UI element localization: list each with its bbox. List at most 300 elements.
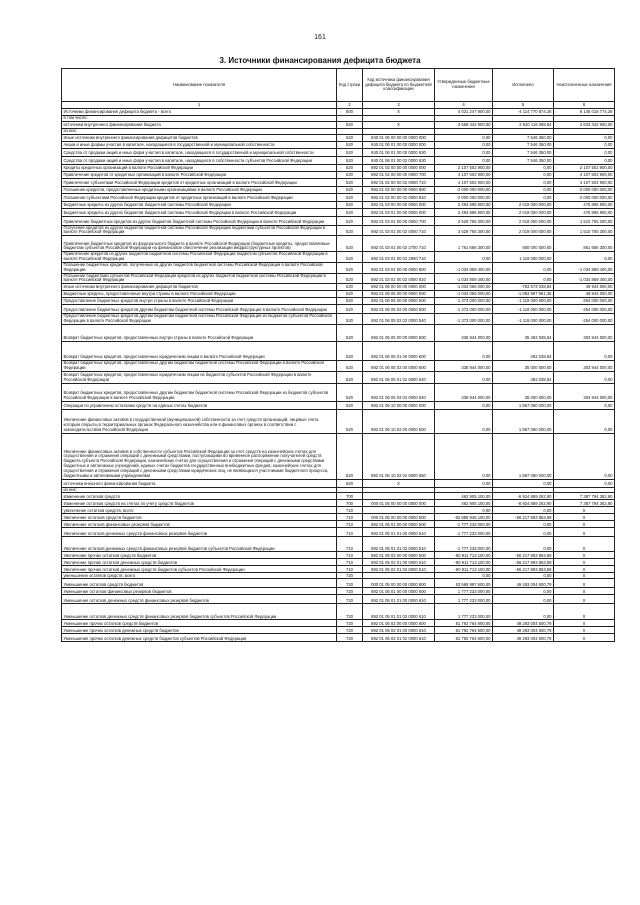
row-executed: 0,00 bbox=[493, 186, 554, 193]
row-classification-code: 892 01 06 00 00 00 0000 000 bbox=[363, 284, 435, 291]
row-unexecuted: 475 895 900,00 bbox=[554, 208, 615, 216]
row-unexecuted: 4 107 502 900,00 bbox=[554, 171, 615, 178]
row-approved: 2 494 895 900,00 bbox=[435, 201, 493, 208]
row-code: 520 bbox=[337, 141, 363, 148]
row-name: Привлечение субъектами Российской Федерации кредитов от кредитных организаций в валюте Российской Федерации bbox=[62, 178, 337, 186]
row-unexecuted: X bbox=[554, 634, 615, 642]
row-name: Уменьшение прочих остатков денежных средств бюджетов bbox=[62, 627, 337, 634]
row-executed: 7 546 350,00 bbox=[493, 156, 554, 164]
row-unexecuted: -254 000 000,00 bbox=[554, 314, 615, 325]
row-classification-code: 892 01 02 00 00 00 0000 800 bbox=[363, 186, 435, 193]
row-name: Средства от продажи акций и иных форм участия в капитале, находящихся в государственной и муниципальной собственности bbox=[62, 148, 337, 156]
row-code: 720 bbox=[337, 579, 363, 588]
header-executed: Исполнено bbox=[493, 69, 554, 102]
row-unexecuted: 0,00 bbox=[554, 401, 615, 409]
table-row bbox=[62, 620, 615, 627]
row-name: Возврат бюджетных кредитов, предоставленных юридическим лицам в валюте Российской Федерации bbox=[62, 341, 337, 360]
row-approved: -1 777 233 000,00 bbox=[435, 537, 493, 552]
table-row bbox=[62, 507, 615, 514]
row-classification-code: 892 01 06 05 01 00 0000 600 bbox=[363, 341, 435, 360]
row-unexecuted: X bbox=[554, 552, 615, 559]
row-unexecuted: -2 000 000 000,00 bbox=[554, 186, 615, 193]
row-classification-code: 892 01 05 02 01 00 0000 610 bbox=[363, 627, 435, 634]
row-classification-code: 892 01 03 01 00 02 2700 710 bbox=[363, 236, 435, 252]
row-name: Увеличение финансовых активов в государственной (муниципальной) собственности за счет средств организаций, лицевые счета которым открыты в территориальных органах Федерального казначейства или в финансовых органах в соответствии с законодательством Российской Федерации bbox=[62, 409, 337, 433]
table-row bbox=[62, 588, 615, 595]
header-code: Код строки bbox=[337, 69, 363, 102]
table-row bbox=[62, 134, 615, 141]
row-code: 520 bbox=[337, 291, 363, 298]
row-executed: 0,00 bbox=[493, 528, 554, 537]
row-name: Акции и иные формы участия в капитале, находящиеся в государственной и муниципальной собственности bbox=[62, 141, 337, 148]
row-classification-code: 892 01 02 00 00 02 0000 810 bbox=[363, 193, 435, 201]
row-executed: -1 119 000 000,00 bbox=[493, 314, 554, 325]
table-row bbox=[62, 273, 615, 284]
header-classification: Код источника финансирования дефицита бюджета по бюджетной классификации bbox=[363, 69, 435, 102]
row-unexecuted: X bbox=[554, 604, 615, 620]
row-executed: 492 038,64 bbox=[493, 341, 554, 360]
column-number: 3 bbox=[363, 102, 435, 109]
row-unexecuted: X bbox=[554, 573, 615, 579]
row-approved: 3 529 755 300,00 bbox=[435, 216, 493, 225]
row-executed: 0,00 bbox=[493, 479, 554, 487]
row-name: Уменьшение остатков денежных средств финансовых резервов бюджетов субъектов Российской Федерации bbox=[62, 604, 337, 620]
row-classification-code: 892 01 03 01 00 00 0000 000 bbox=[363, 208, 435, 216]
row-approved: 81 792 764 600,00 bbox=[435, 627, 493, 634]
row-executed: 35 000 000,00 bbox=[493, 360, 554, 371]
row-code: 520 bbox=[337, 252, 363, 263]
table-row bbox=[62, 314, 615, 325]
row-code: 520 bbox=[337, 171, 363, 178]
row-unexecuted: 0,00 bbox=[554, 341, 615, 360]
row-code: 520 bbox=[337, 262, 363, 273]
row-classification-code: 892 01 05 02 00 00 0000 600 bbox=[363, 620, 435, 627]
row-approved: -2 000 000 000,00 bbox=[435, 193, 493, 201]
row-approved: 0,00 bbox=[435, 401, 493, 409]
row-approved: 1 777 233 000,00 bbox=[435, 604, 493, 620]
table-row bbox=[62, 252, 615, 263]
row-name: Увеличение прочих остатков денежных средств бюджетов субъектов Российской Федерации bbox=[62, 566, 337, 573]
page-number: 161 bbox=[314, 34, 326, 41]
row-approved: 0,00 bbox=[435, 141, 493, 148]
row-approved: 0,00 bbox=[435, 479, 493, 487]
row-approved: 3 529 755 300,00 bbox=[435, 225, 493, 236]
table-row bbox=[62, 171, 615, 178]
row-unexecuted: 2 633 342 900,00 bbox=[554, 121, 615, 128]
row-code: 520 bbox=[337, 273, 363, 284]
table-row bbox=[62, 208, 615, 216]
row-name: Погашение бюджетами субъектов Российской Федерации кредитов из других бюджетов бюджетной системы Российской Федерации в валюте Российской Федерации bbox=[62, 273, 337, 284]
row-classification-code: 892 01 02 00 00 00 0000 000 bbox=[363, 164, 435, 171]
row-code: 520 bbox=[337, 371, 363, 383]
row-executed: 49 293 004 600,79 bbox=[493, 620, 554, 627]
row-classification-code: 892 01 06 10 00 00 0000 000 bbox=[363, 401, 435, 409]
row-name: Уменьшение остатков финансовых резервов бюджетов bbox=[62, 588, 337, 595]
column-number: 6 bbox=[554, 102, 615, 109]
row-classification-code: 892 01 06 05 01 02 0000 640 bbox=[363, 371, 435, 383]
row-name: Уменьшение остатков средств бюджетов bbox=[62, 579, 337, 588]
row-classification-code: 892 01 05 01 01 00 0000 610 bbox=[363, 595, 435, 604]
table-row bbox=[62, 236, 615, 252]
row-name: Увеличение прочих остатков средств бюджетов bbox=[62, 552, 337, 559]
row-classification-code: 892 01 05 02 00 00 0000 500 bbox=[363, 552, 435, 559]
row-approved: -1 034 859 400,00 bbox=[435, 273, 493, 284]
table-row bbox=[62, 604, 615, 620]
row-executed: 900 000 000,00 bbox=[493, 236, 554, 252]
row-approved: -1 777 233 000,00 bbox=[435, 521, 493, 528]
row-code: 520 bbox=[337, 298, 363, 305]
row-approved: -1 034 859 400,00 bbox=[435, 262, 493, 273]
row-approved: 1 761 686 300,00 bbox=[435, 236, 493, 252]
row-name: в том числе: bbox=[62, 116, 337, 122]
row-unexecuted: 0,00 bbox=[554, 148, 615, 156]
row-unexecuted: 0,00 bbox=[554, 479, 615, 487]
row-code: 520 bbox=[337, 208, 363, 216]
table-row bbox=[62, 566, 615, 573]
row-unexecuted: X bbox=[554, 507, 615, 514]
row-executed: 49 293 004 600,79 bbox=[493, 627, 554, 634]
row-classification-code: 840 01 06 01 00 00 0000 000 bbox=[363, 141, 435, 148]
row-unexecuted: X bbox=[554, 566, 615, 573]
row-unexecuted: 49 944 000,00 bbox=[554, 284, 615, 291]
column-number: 5 bbox=[493, 102, 554, 109]
row-classification-code: 840 01 06 00 00 00 0000 000 bbox=[363, 134, 435, 141]
column-number: 4 bbox=[435, 102, 493, 109]
table-row bbox=[62, 552, 615, 559]
row-code: 520 bbox=[337, 409, 363, 433]
table-row bbox=[62, 537, 615, 552]
row-classification-code: 892 01 03 01 00 02 0000 810 bbox=[363, 273, 435, 284]
row-unexecuted: 303 944 000,00 bbox=[554, 360, 615, 371]
row-code: 520 bbox=[337, 305, 363, 314]
row-executed: 35 000 000,00 bbox=[493, 383, 554, 401]
row-code: 720 bbox=[337, 588, 363, 595]
row-executed: 49 293 004 600,79 bbox=[493, 579, 554, 588]
column-number: 2 bbox=[337, 102, 363, 109]
row-unexecuted: 475 895 900,00 bbox=[554, 201, 615, 208]
row-name: из них: bbox=[62, 487, 337, 493]
row-classification-code: 892 01 06 05 02 00 0000 600 bbox=[363, 360, 435, 371]
row-classification-code: 892 01 03 01 00 00 0000 700 bbox=[363, 216, 435, 225]
row-approved: 2 494 895 900,00 bbox=[435, 208, 493, 216]
row-executed: 0,00 bbox=[493, 164, 554, 171]
row-name: Предоставление бюджетных кредитов внутри страны в валюте Российской Федерации bbox=[62, 298, 337, 305]
row-approved: 3 568 342 900,00 bbox=[435, 121, 493, 128]
row-code: 710 bbox=[337, 507, 363, 514]
row-approved: 0,00 bbox=[435, 433, 493, 479]
row-unexecuted: 2 107 502 900,00 bbox=[554, 164, 615, 171]
row-executed: 2 910 118 388,84 bbox=[493, 121, 554, 128]
row-code: 720 bbox=[337, 627, 363, 634]
row-unexecuted: 49 944 000,00 bbox=[554, 291, 615, 298]
table-row bbox=[62, 433, 615, 479]
row-approved: -1 034 056 000,00 bbox=[435, 291, 493, 298]
row-classification-code: 892 01 03 01 00 02 2900 710 bbox=[363, 252, 435, 263]
row-name: Привлечение кредитов из других бюджетов бюджетной системы Российской Федерации бюджетом субъектов Российской Федерации в валюте Российской Федерации bbox=[62, 252, 337, 263]
row-code: 520 bbox=[337, 284, 363, 291]
row-name: увеличение остатков средств, всего bbox=[62, 507, 337, 514]
table-row bbox=[62, 225, 615, 236]
row-unexecuted: X bbox=[554, 537, 615, 552]
row-unexecuted: X bbox=[554, 595, 615, 604]
row-classification-code: 892 01 05 01 01 02 0000 610 bbox=[363, 604, 435, 620]
row-unexecuted: X bbox=[554, 559, 615, 566]
row-executed: 1 119 000 000,00 bbox=[493, 252, 554, 263]
row-name: Кредиты кредитных организаций в валюте Российской Федерации bbox=[62, 164, 337, 171]
table-row bbox=[62, 324, 615, 341]
row-name: Увеличение остатков средств бюджетов bbox=[62, 514, 337, 521]
row-classification-code: 892 01 05 02 01 00 0000 510 bbox=[363, 559, 435, 566]
row-approved: 0,00 bbox=[435, 573, 493, 579]
row-executed: 7 546 350,00 bbox=[493, 134, 554, 141]
row-unexecuted: -1 034 859 400,00 bbox=[554, 273, 615, 284]
row-classification-code: 892 01 03 01 00 02 0000 710 bbox=[363, 225, 435, 236]
row-executed: 49 293 004 600,79 bbox=[493, 634, 554, 642]
row-classification-code: X bbox=[363, 109, 435, 116]
row-name: Средства от продажи акций и иных форм участия в капитале, находящихся в собственности субъектов Российской Федерации bbox=[62, 156, 337, 164]
row-executed: 0,00 bbox=[493, 193, 554, 201]
row-executed: 0,00 bbox=[493, 537, 554, 552]
row-name: Изменение остатков средств на счетах по учету средств бюджетов bbox=[62, 500, 337, 507]
header-name: Наименование показателя bbox=[62, 69, 337, 102]
row-code: 720 bbox=[337, 573, 363, 579]
row-code: 710 bbox=[337, 521, 363, 528]
table-row bbox=[62, 291, 615, 298]
row-approved: 338 944 000,00 bbox=[435, 360, 493, 371]
row-classification-code: X bbox=[363, 121, 435, 128]
row-executed: 1 867 080 000,00 bbox=[493, 409, 554, 433]
row-unexecuted: 0,00 bbox=[554, 156, 615, 164]
row-executed: 35 492 038,64 bbox=[493, 324, 554, 341]
row-unexecuted: X bbox=[554, 528, 615, 537]
row-code: 520 bbox=[337, 360, 363, 371]
row-approved: 4 107 502 900,00 bbox=[435, 178, 493, 186]
row-code: 720 bbox=[337, 620, 363, 627]
row-executed: -1 119 000 000,00 bbox=[493, 298, 554, 305]
row-unexecuted: 7 387 794 362,90 bbox=[554, 500, 615, 507]
row-name: Привлечение бюджетных кредитов из федерального бюджета в валюте Российской Федерации (бюджетные кредиты, предоставляемые бюджетам субъектов Российской Федерации на финансовое обеспечение реализации инфраструктурных проектов) bbox=[62, 236, 337, 252]
row-name: Возврат бюджетных кредитов, предоставленных внутри страны в валюте Российской Федерации bbox=[62, 324, 337, 341]
row-name: Возврат бюджетных кредитов, предоставленных другим бюджетам бюджетной системы Российской Федерации в валюте Российской Федерации bbox=[62, 360, 337, 371]
row-classification-code: 892 01 05 02 01 02 0000 510 bbox=[363, 566, 435, 573]
table-row bbox=[62, 178, 615, 186]
row-name: Привлечение бюджетных кредитов из других бюджетов бюджетной системы Российской Федерации в валюте Российской Федерации bbox=[62, 216, 337, 225]
row-code: 720 bbox=[337, 595, 363, 604]
row-code: 520 bbox=[337, 121, 363, 128]
row-code: 520 bbox=[337, 383, 363, 401]
table-row bbox=[62, 383, 615, 401]
row-approved: 0,00 bbox=[435, 148, 493, 156]
row-unexecuted: X bbox=[554, 588, 615, 595]
row-name: Привлечение кредитов от кредитных организаций в валюте Российской Федерации bbox=[62, 171, 337, 178]
row-approved: -1 777 233 000,00 bbox=[435, 528, 493, 537]
table-row bbox=[62, 493, 615, 500]
row-name: Иные источники внутреннего финансирования дефицитов бюджетов bbox=[62, 134, 337, 141]
row-code: 710 bbox=[337, 528, 363, 537]
row-executed: 7 546 350,00 bbox=[493, 148, 554, 156]
row-approved: -80 911 713 100,00 bbox=[435, 552, 493, 559]
row-executed: 0,00 bbox=[493, 604, 554, 620]
row-unexecuted: 0,00 bbox=[554, 409, 615, 433]
table-row bbox=[62, 500, 615, 507]
row-executed: 0,00 bbox=[493, 588, 554, 595]
row-executed: 2 019 000 000,00 bbox=[493, 225, 554, 236]
row-code: 520 bbox=[337, 148, 363, 156]
row-classification-code: 000 01 05 00 00 00 0000 500 bbox=[363, 514, 435, 521]
row-code: 520 bbox=[337, 186, 363, 193]
row-code: 520 bbox=[337, 433, 363, 479]
row-approved: 0,00 bbox=[435, 341, 493, 360]
row-classification-code: 892 01 03 00 00 00 0000 000 bbox=[363, 201, 435, 208]
row-unexecuted: 0,00 bbox=[554, 371, 615, 383]
row-executed: 0,00 bbox=[493, 573, 554, 579]
row-unexecuted: X bbox=[554, 620, 615, 627]
row-executed: -56 217 893 863,69 bbox=[493, 559, 554, 566]
row-name: Уменьшение остатков денежных средств финансовых резервов бюджетов bbox=[62, 595, 337, 604]
row-unexecuted: 0,00 bbox=[554, 141, 615, 148]
row-executed: -4 114 770 874,26 bbox=[493, 109, 554, 116]
financing-sources-table bbox=[61, 68, 615, 642]
row-name: Увеличение финансовых активов в собственности субъектов Российской Федерации за счет средств на казначейских счетах для осуществления и отражения операций с денежными средствами, поступающими во временное распоряжение получателей средств бюджета субъекта Российской Федерации, казначейских счетах для осуществления и отражения операций с денежными средствами бюджетных и автономных учреждений, единых счетах бюджетов государственных внебюджетных фондов, казначейских счетах для осуществления и отражения операций с денежными средствами юридических лиц, не являющихся участниками бюджетного процесса, бюджетными и автономными учреждениями bbox=[62, 433, 337, 479]
section-title: 3. Источники финансирования дефицита бюджета bbox=[219, 56, 421, 65]
row-unexecuted: -2 000 000 000,00 bbox=[554, 193, 615, 201]
row-approved: 0,00 bbox=[435, 409, 493, 433]
row-approved: 338 944 000,00 bbox=[435, 324, 493, 341]
table-row bbox=[62, 148, 615, 156]
table-row bbox=[62, 371, 615, 383]
row-classification-code: 892 01 02 00 00 00 0000 700 bbox=[363, 171, 435, 178]
table-row bbox=[62, 401, 615, 409]
row-unexecuted: 1 510 755 300,00 bbox=[554, 225, 615, 236]
table-row bbox=[62, 298, 615, 305]
row-classification-code bbox=[363, 507, 435, 514]
row-classification-code: 892 01 05 01 01 00 0000 510 bbox=[363, 528, 435, 537]
row-approved: 0,00 bbox=[435, 507, 493, 514]
row-executed: 492 038,64 bbox=[493, 371, 554, 383]
table-row bbox=[62, 514, 615, 521]
row-classification-code: 892 01 05 01 00 00 0000 500 bbox=[363, 521, 435, 528]
row-executed: -6 924 889 262,90 bbox=[493, 493, 554, 500]
row-executed: 0,00 bbox=[493, 521, 554, 528]
row-executed: 1 867 080 000,00 bbox=[493, 401, 554, 409]
row-approved: 0,00 bbox=[435, 134, 493, 141]
row-name: Погашение субъектами Российской Федерации кредитов от кредитных организаций в валюте Российской Федерации bbox=[62, 193, 337, 201]
column-number: 1 bbox=[62, 102, 337, 109]
row-approved: 81 792 764 600,00 bbox=[435, 620, 493, 627]
table-row bbox=[62, 121, 615, 128]
row-name: Увеличение остатков денежных средств финансовых резервов бюджетов субъектов Российской Федерации bbox=[62, 537, 337, 552]
row-classification-code: 892 01 06 05 02 02 0000 540 bbox=[363, 314, 435, 325]
row-executed: 0,00 bbox=[493, 273, 554, 284]
table-row bbox=[62, 109, 615, 116]
row-classification-code: 892 01 06 10 02 00 0000 500 bbox=[363, 409, 435, 433]
row-code: 710 bbox=[337, 552, 363, 559]
row-executed: -56 217 893 863,69 bbox=[493, 514, 554, 521]
table-row bbox=[62, 305, 615, 314]
header-approved: Утвержденные бюджетные назначения bbox=[435, 69, 493, 102]
table-header-row bbox=[62, 69, 615, 102]
row-code: 520 bbox=[337, 341, 363, 360]
row-code: 520 bbox=[337, 156, 363, 164]
row-classification-code: 892 01 05 01 00 00 0000 600 bbox=[363, 588, 435, 595]
row-code: 520 bbox=[337, 225, 363, 236]
row-approved: -1 373 000 000,00 bbox=[435, 314, 493, 325]
row-executed: -56 217 893 863,69 bbox=[493, 566, 554, 573]
row-approved: 4 031 247 900,00 bbox=[435, 109, 493, 116]
row-code: 710 bbox=[337, 566, 363, 573]
row-unexecuted: -254 000 000,00 bbox=[554, 298, 615, 305]
row-name: Иные источники внутреннего финансирования дефицитов бюджетов bbox=[62, 284, 337, 291]
table-row bbox=[62, 634, 615, 642]
row-name: из них: bbox=[62, 128, 337, 134]
row-approved: 4 107 502 900,00 bbox=[435, 171, 493, 178]
row-approved: 462 905 100,00 bbox=[435, 500, 493, 507]
row-name: Увеличение остатков денежных средств финансовых резервов бюджетов bbox=[62, 528, 337, 537]
row-executed: 0,00 bbox=[493, 262, 554, 273]
row-approved: 2 107 502 900,00 bbox=[435, 164, 493, 171]
row-unexecuted: X bbox=[554, 521, 615, 528]
row-name: Увеличение прочих остатков денежных средств бюджетов bbox=[62, 559, 337, 566]
row-unexecuted: -1 034 859 400,00 bbox=[554, 262, 615, 273]
row-name: источники внутреннего финансирования бюджета bbox=[62, 121, 337, 128]
row-approved: -1 034 056 000,00 bbox=[435, 284, 493, 291]
row-name: Бюджетные кредиты, предоставленные внутри страны в валюте Российской Федерации bbox=[62, 291, 337, 298]
table-row bbox=[62, 164, 615, 171]
row-approved: 462 905 100,00 bbox=[435, 493, 493, 500]
row-classification-code: 892 01 06 05 00 00 0000 000 bbox=[363, 291, 435, 298]
row-executed: -56 217 893 863,69 bbox=[493, 552, 554, 559]
row-unexecuted: 861 686 300,00 bbox=[554, 236, 615, 252]
row-unexecuted: X bbox=[554, 514, 615, 521]
row-classification-code: 892 01 06 05 02 00 0000 500 bbox=[363, 305, 435, 314]
table-row bbox=[62, 156, 615, 164]
row-code: 520 bbox=[337, 178, 363, 186]
row-code: 720 bbox=[337, 604, 363, 620]
table-row bbox=[62, 627, 615, 634]
table-row bbox=[62, 479, 615, 487]
row-code: 500 bbox=[337, 109, 363, 116]
row-code: 710 bbox=[337, 514, 363, 521]
row-classification-code: 892 01 05 02 01 02 0000 610 bbox=[363, 634, 435, 642]
row-name: Уменьшение прочих остатков денежных средств бюджетов субъектов Российской Федерации bbox=[62, 634, 337, 642]
row-executed: 0,00 bbox=[493, 178, 554, 186]
row-code: 520 bbox=[337, 216, 363, 225]
row-code: 700 bbox=[337, 500, 363, 507]
row-unexecuted: -254 000 000,00 bbox=[554, 305, 615, 314]
column-number-row bbox=[62, 102, 615, 109]
row-unexecuted: 0,00 bbox=[554, 134, 615, 141]
row-executed: 0,00 bbox=[493, 507, 554, 514]
row-name: источники внешнего финансирования бюджета bbox=[62, 479, 337, 487]
row-approved: 338 944 000,00 bbox=[435, 383, 493, 401]
table-row bbox=[62, 409, 615, 433]
table-row bbox=[62, 216, 615, 225]
row-code: 520 bbox=[337, 314, 363, 325]
row-name: Возврат бюджетных кредитов, предоставленных юридическим лицам из бюджетов субъектов Российской Федерации в валюте Российской Федерации bbox=[62, 371, 337, 383]
row-unexecuted: X bbox=[554, 579, 615, 588]
row-code: 520 bbox=[337, 324, 363, 341]
row-classification-code: 892 01 06 05 00 00 0000 600 bbox=[363, 324, 435, 341]
row-approved: -1 373 000 000,00 bbox=[435, 305, 493, 314]
row-unexecuted: 303 944 000,00 bbox=[554, 383, 615, 401]
row-name: уменьшение остатков средств, всего bbox=[62, 573, 337, 579]
row-approved: 1 777 233 000,00 bbox=[435, 595, 493, 604]
row-name: Изменение остатков средств bbox=[62, 493, 337, 500]
row-executed: 0,00 bbox=[493, 595, 554, 604]
table-row bbox=[62, 595, 615, 604]
row-name: Погашение кредитов, предоставленных кредитными организациями в валюте Российской Федерации bbox=[62, 186, 337, 193]
row-unexecuted: 7 387 794 362,90 bbox=[554, 493, 615, 500]
